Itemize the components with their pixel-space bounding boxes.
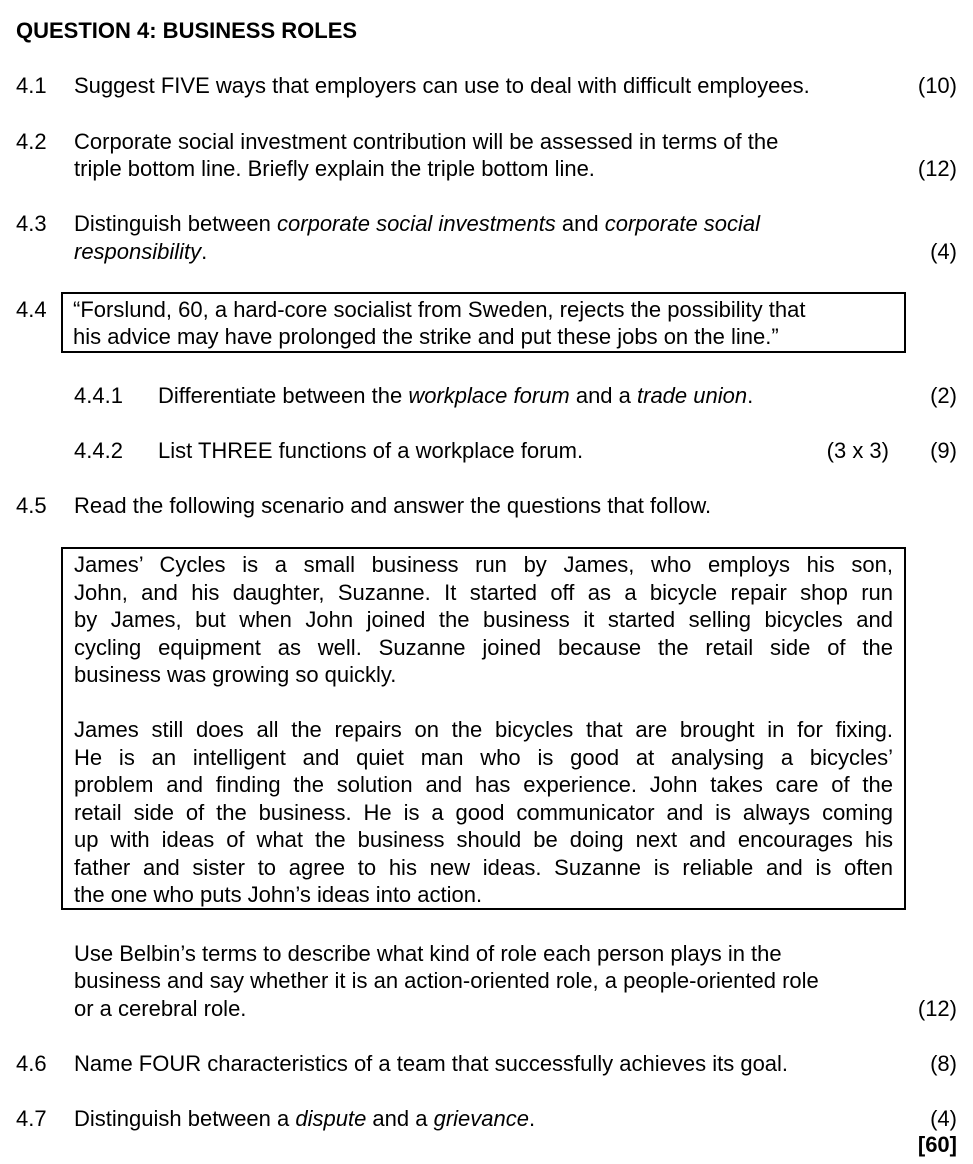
question-text-4-2-line2: triple bottom line. Briefly explain the triple bottom line. (74, 156, 595, 181)
question-number-4-4: 4.4 (16, 297, 47, 322)
scenario-box (61, 547, 906, 910)
scenario-line: business was growing so quickly. (74, 662, 397, 687)
marks-4-3: (4) (930, 239, 957, 264)
scenario-line: father and sister to agree to his new ideas. Suzanne is reliable and is often (74, 854, 893, 880)
scenario-line: cycling equipment as well. Suzanne joined because the retail side of the (74, 634, 893, 660)
question-text-4-4-2: List THREE functions of a workplace forum. (158, 438, 584, 463)
question-text-4-3-line2: responsibility. (74, 239, 208, 264)
scenario-paragraph-2 (74, 716, 893, 909)
question-text-4-2-line1: Corporate social investment contribution will be assessed in terms of the (74, 129, 779, 154)
question-text-4-5-intro: Read the following scenario and answer the questions that follow. (74, 493, 712, 518)
question-text-4-5-task-line1: Use Belbin’s terms to describe what kind of role each person plays in the (74, 941, 782, 966)
question-text-4-7: Distinguish between a dispute and a grievance. (74, 1106, 536, 1131)
question-text-4-6: Name FOUR characteristics of a team that successfully achieves its goal. (74, 1051, 789, 1076)
scenario-line: the one who puts John’s ideas into action. (74, 882, 483, 907)
quote-box (61, 292, 906, 353)
question-text-4-5-task-line3: or a cerebral role. (74, 996, 247, 1021)
page-title: QUESTION 4: BUSINESS ROLES (16, 18, 358, 43)
scenario-line: James still does all the repairs on the bicycles that are brought in for fixing. (74, 717, 893, 742)
marks-4-7: (4) (930, 1106, 957, 1131)
marks-4-4-2: (9) (930, 438, 957, 463)
question-number-4-5: 4.5 (16, 493, 47, 518)
question-text-4-3-line1: Distinguish between corporate social investments and corporate social (74, 211, 761, 236)
scenario-paragraph-1 (74, 551, 893, 689)
question-number-4-4-2: 4.4.2 (74, 438, 123, 463)
question-number-4-1: 4.1 (16, 73, 47, 98)
marks-4-6: (8) (930, 1051, 957, 1076)
scenario-line: John, and his daughter, Suzanne. It started off as a bicycle repair shop run (74, 579, 893, 605)
scenario-line: retail side of the business. He is a good communicator and is always coming (74, 799, 893, 825)
question-text-4-4-1: Differentiate between the workplace forum and a trade union. (158, 383, 754, 408)
question-number-4-4-1: 4.4.1 (74, 383, 123, 408)
scenario-line: He is an intelligent and quiet man who is good at analysing a bicycles’ (74, 744, 893, 770)
question-number-4-6: 4.6 (16, 1051, 47, 1076)
question-text-4-5-task-line2: business and say whether it is an action-oriented role, a people-oriented role (74, 968, 819, 993)
scenario-line: up with ideas of what the business should be doing next and encourages his (74, 827, 893, 852)
quote-line-1: “Forslund, 60, a hard-core socialist from Sweden, rejects the possibility that (73, 297, 806, 322)
question-text-4-1: Suggest FIVE ways that employers can use to deal with difficult employees. (74, 73, 810, 98)
question-number-4-2: 4.2 (16, 129, 47, 154)
marks-4-1: (10) (917, 73, 957, 98)
question-number-4-3: 4.3 (16, 211, 47, 236)
scenario-line: problem and finding the solution and has experience. John takes care of the (74, 772, 893, 797)
marks-4-4-1: (2) (930, 383, 957, 408)
marks-4-2: (12) (917, 156, 957, 181)
total-marks: [60] (917, 1132, 957, 1157)
marks-4-5: (12) (917, 996, 957, 1021)
scenario-line: James’ Cycles is a small business run by James, who employs his son, (74, 552, 893, 577)
quote-line-2: his advice may have prolonged the strike and put these jobs on the line.” (73, 324, 779, 349)
question-number-4-7: 4.7 (16, 1106, 47, 1131)
sub-marks-4-4-2: (3 x 3) (826, 438, 889, 463)
scenario-line: by James, but when John joined the business it started selling bicycles and (74, 607, 893, 632)
